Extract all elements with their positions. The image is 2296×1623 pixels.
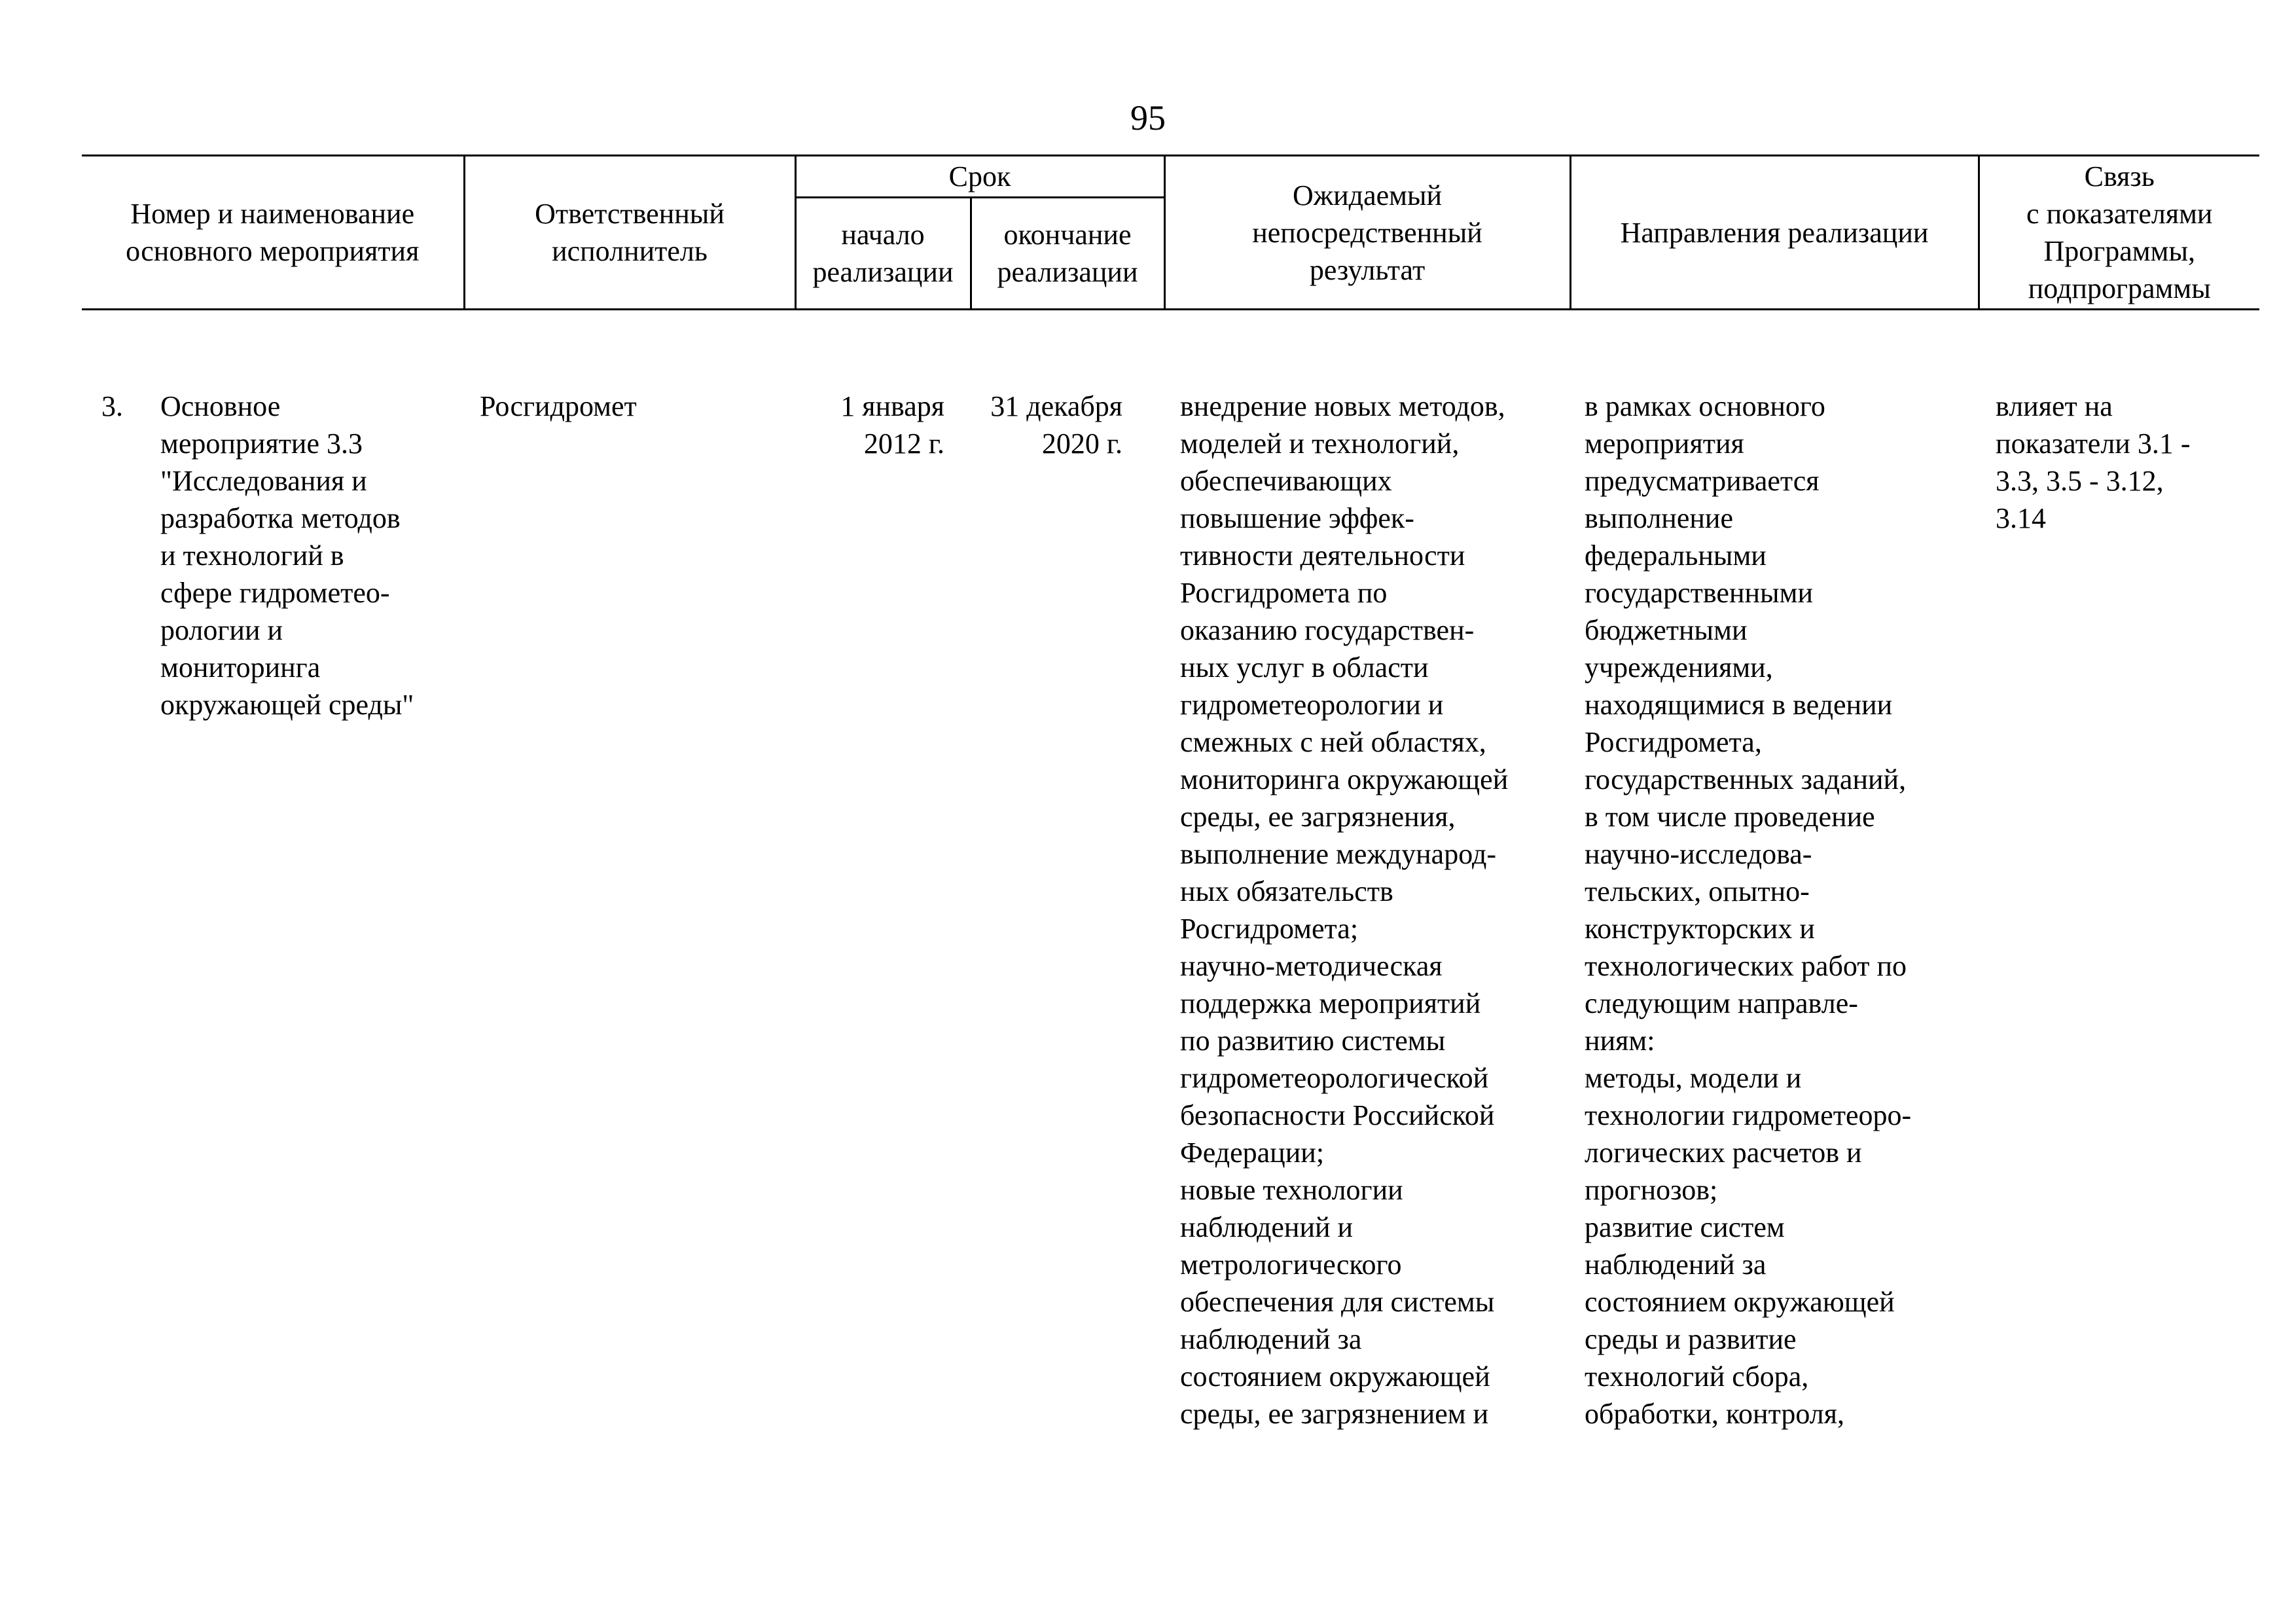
text-line: конструкторских и bbox=[1585, 913, 1815, 945]
text-line: в том числе проведение bbox=[1585, 801, 1875, 833]
text-line: с показателями bbox=[2026, 198, 2213, 230]
text-line: 2020 г. bbox=[1041, 428, 1123, 460]
text-line: поддержка мероприятий bbox=[1180, 987, 1481, 1019]
page-number: 95 bbox=[1130, 98, 1166, 137]
text-line: смежных с ней областях, bbox=[1180, 726, 1486, 758]
row-name bbox=[160, 388, 455, 723]
text-line: среды и развитие bbox=[1585, 1323, 1797, 1355]
cell-end bbox=[971, 388, 1164, 1432]
text-line: находящимися в ведении bbox=[1585, 689, 1893, 721]
header-start bbox=[795, 198, 971, 310]
text-line: государственных заданий, bbox=[1585, 763, 1907, 795]
text-line: влияет на bbox=[1996, 390, 2113, 422]
text-line: следующим направле- bbox=[1585, 987, 1858, 1019]
row-responsible: Росгидромет bbox=[480, 390, 637, 422]
text-line: 31 декабря bbox=[990, 390, 1123, 422]
text-line: "Исследования и bbox=[160, 465, 367, 497]
header-term: Срок bbox=[795, 156, 1164, 198]
text-line: среды, ее загрязнения, bbox=[1180, 801, 1456, 833]
text-line: прогнозов; bbox=[1585, 1174, 1718, 1206]
row-result bbox=[1164, 388, 1570, 1432]
text-line: федеральными bbox=[1585, 539, 1767, 572]
text-line: 3.14 bbox=[1996, 502, 2047, 534]
table-row bbox=[82, 388, 2259, 1432]
text-line: новые технологии bbox=[1180, 1174, 1403, 1206]
text-line: логических расчетов и bbox=[1585, 1137, 1862, 1169]
text-line: мероприятия bbox=[1585, 428, 1744, 460]
text-line: и технологий в bbox=[160, 539, 344, 572]
header-result bbox=[1164, 156, 1570, 310]
text-line: обеспечивающих bbox=[1180, 465, 1392, 497]
text-line: 2012 г. bbox=[863, 428, 944, 460]
text-line: Основное bbox=[160, 390, 281, 422]
text-line: сфере гидрометео- bbox=[160, 577, 390, 609]
text-line: предусматривается bbox=[1585, 465, 1820, 497]
text-line: подпрограммы bbox=[2028, 272, 2211, 304]
text-line: реализации bbox=[812, 256, 954, 288]
text-line: по развитию системы bbox=[1180, 1025, 1446, 1057]
text-line: состоянием окружающей bbox=[1180, 1360, 1490, 1393]
text-line: разработка методов bbox=[160, 502, 401, 534]
row-number: 3. bbox=[101, 390, 123, 422]
text-line: наблюдений и bbox=[1180, 1211, 1354, 1243]
header-link bbox=[1979, 156, 2259, 310]
text-line: технологии гидрометеоро- bbox=[1585, 1099, 1912, 1131]
header-end bbox=[971, 198, 1164, 310]
text-line: 3.3, 3.5 - 3.12, bbox=[1996, 465, 2164, 497]
cell-result bbox=[1164, 388, 1570, 1432]
text-line: государственными bbox=[1585, 577, 1814, 609]
text-line: технологий сбора, bbox=[1585, 1360, 1809, 1393]
cell-name bbox=[82, 388, 464, 1432]
text-line: Связь bbox=[2084, 160, 2155, 192]
text-line: обработки, контроля, bbox=[1585, 1398, 1844, 1430]
text-line: Росгидромета, bbox=[1585, 726, 1762, 758]
text-line: моделей и технологий, bbox=[1180, 428, 1460, 460]
header-name bbox=[82, 156, 464, 310]
text-line: учреждениями, bbox=[1585, 651, 1773, 684]
text-line: ных обязательств bbox=[1180, 875, 1393, 907]
text-line: тельских, опытно- bbox=[1585, 875, 1810, 907]
text-line: непосредственный bbox=[1252, 216, 1482, 249]
text-line: Номер и наименование bbox=[130, 198, 415, 230]
text-line: исполнитель bbox=[552, 235, 708, 267]
text-line: наблюдений за bbox=[1180, 1323, 1362, 1355]
text-line: мониторинга bbox=[160, 651, 321, 684]
row-start bbox=[795, 388, 971, 462]
text-line: повышение эффек- bbox=[1180, 502, 1414, 534]
text-line: оказанию государствен- bbox=[1180, 614, 1475, 646]
text-line: выполнение bbox=[1585, 502, 1733, 534]
text-line: безопасности Российской bbox=[1180, 1099, 1495, 1131]
text-line: тивности деятельности bbox=[1180, 539, 1465, 572]
text-line: в рамках основного bbox=[1585, 390, 1825, 422]
text-line: окончание bbox=[1003, 219, 1132, 251]
text-line: технологических работ по bbox=[1585, 950, 1907, 982]
text-line: Федерации; bbox=[1180, 1137, 1325, 1169]
header-responsible bbox=[464, 156, 795, 310]
text-line: ниям: bbox=[1585, 1025, 1655, 1057]
cell-directions bbox=[1570, 388, 1979, 1432]
text-line: Ответственный bbox=[535, 198, 725, 230]
text-line: бюджетными bbox=[1585, 614, 1748, 646]
text-line: Росгидромета; bbox=[1180, 913, 1359, 945]
text-line: показатели 3.1 - bbox=[1996, 428, 2191, 460]
text-line: наблюдений за bbox=[1585, 1249, 1767, 1281]
text-line: основного мероприятия bbox=[126, 235, 420, 267]
text-line: научно-методическая bbox=[1180, 950, 1443, 982]
text-line: внедрение новых методов, bbox=[1180, 390, 1505, 422]
header-directions: Направления реализации bbox=[1570, 156, 1979, 310]
text-line: Программы, bbox=[2043, 235, 2196, 267]
text-line: начало bbox=[841, 219, 925, 251]
text-line: среды, ее загрязнением и bbox=[1180, 1398, 1489, 1430]
text-line: результат bbox=[1309, 253, 1426, 286]
row-link bbox=[1979, 388, 2259, 537]
text-line: рологии и bbox=[160, 614, 283, 646]
row-end bbox=[971, 388, 1164, 462]
text-line: научно-исследова- bbox=[1585, 838, 1812, 870]
text-line: метрологического bbox=[1180, 1249, 1402, 1281]
row-directions bbox=[1570, 388, 1979, 1432]
text-line: выполнение международ- bbox=[1180, 838, 1496, 870]
text-line: мероприятие 3.3 bbox=[160, 428, 363, 460]
text-line: обеспечения для системы bbox=[1180, 1286, 1495, 1318]
text-line: развитие систем bbox=[1585, 1211, 1785, 1243]
text-line: состоянием окружающей bbox=[1585, 1286, 1895, 1318]
text-line: методы, модели и bbox=[1585, 1062, 1802, 1094]
text-line: Росгидромета по bbox=[1180, 577, 1388, 609]
text-line: 1 января bbox=[840, 390, 944, 422]
text-line: гидрометеорологической bbox=[1180, 1062, 1489, 1094]
text-line: ных услуг в области bbox=[1180, 651, 1429, 684]
cell-link bbox=[1979, 388, 2259, 1432]
cell-responsible bbox=[464, 388, 795, 1432]
text-line: окружающей среды" bbox=[160, 689, 414, 721]
text-line: реализации bbox=[997, 256, 1138, 288]
measures-table bbox=[82, 155, 2259, 1432]
text-line: мониторинга окружающей bbox=[1180, 763, 1509, 795]
text-line: гидрометеорологии и bbox=[1180, 689, 1444, 721]
cell-start bbox=[795, 388, 971, 1432]
text-line: Ожидаемый bbox=[1292, 179, 1443, 211]
